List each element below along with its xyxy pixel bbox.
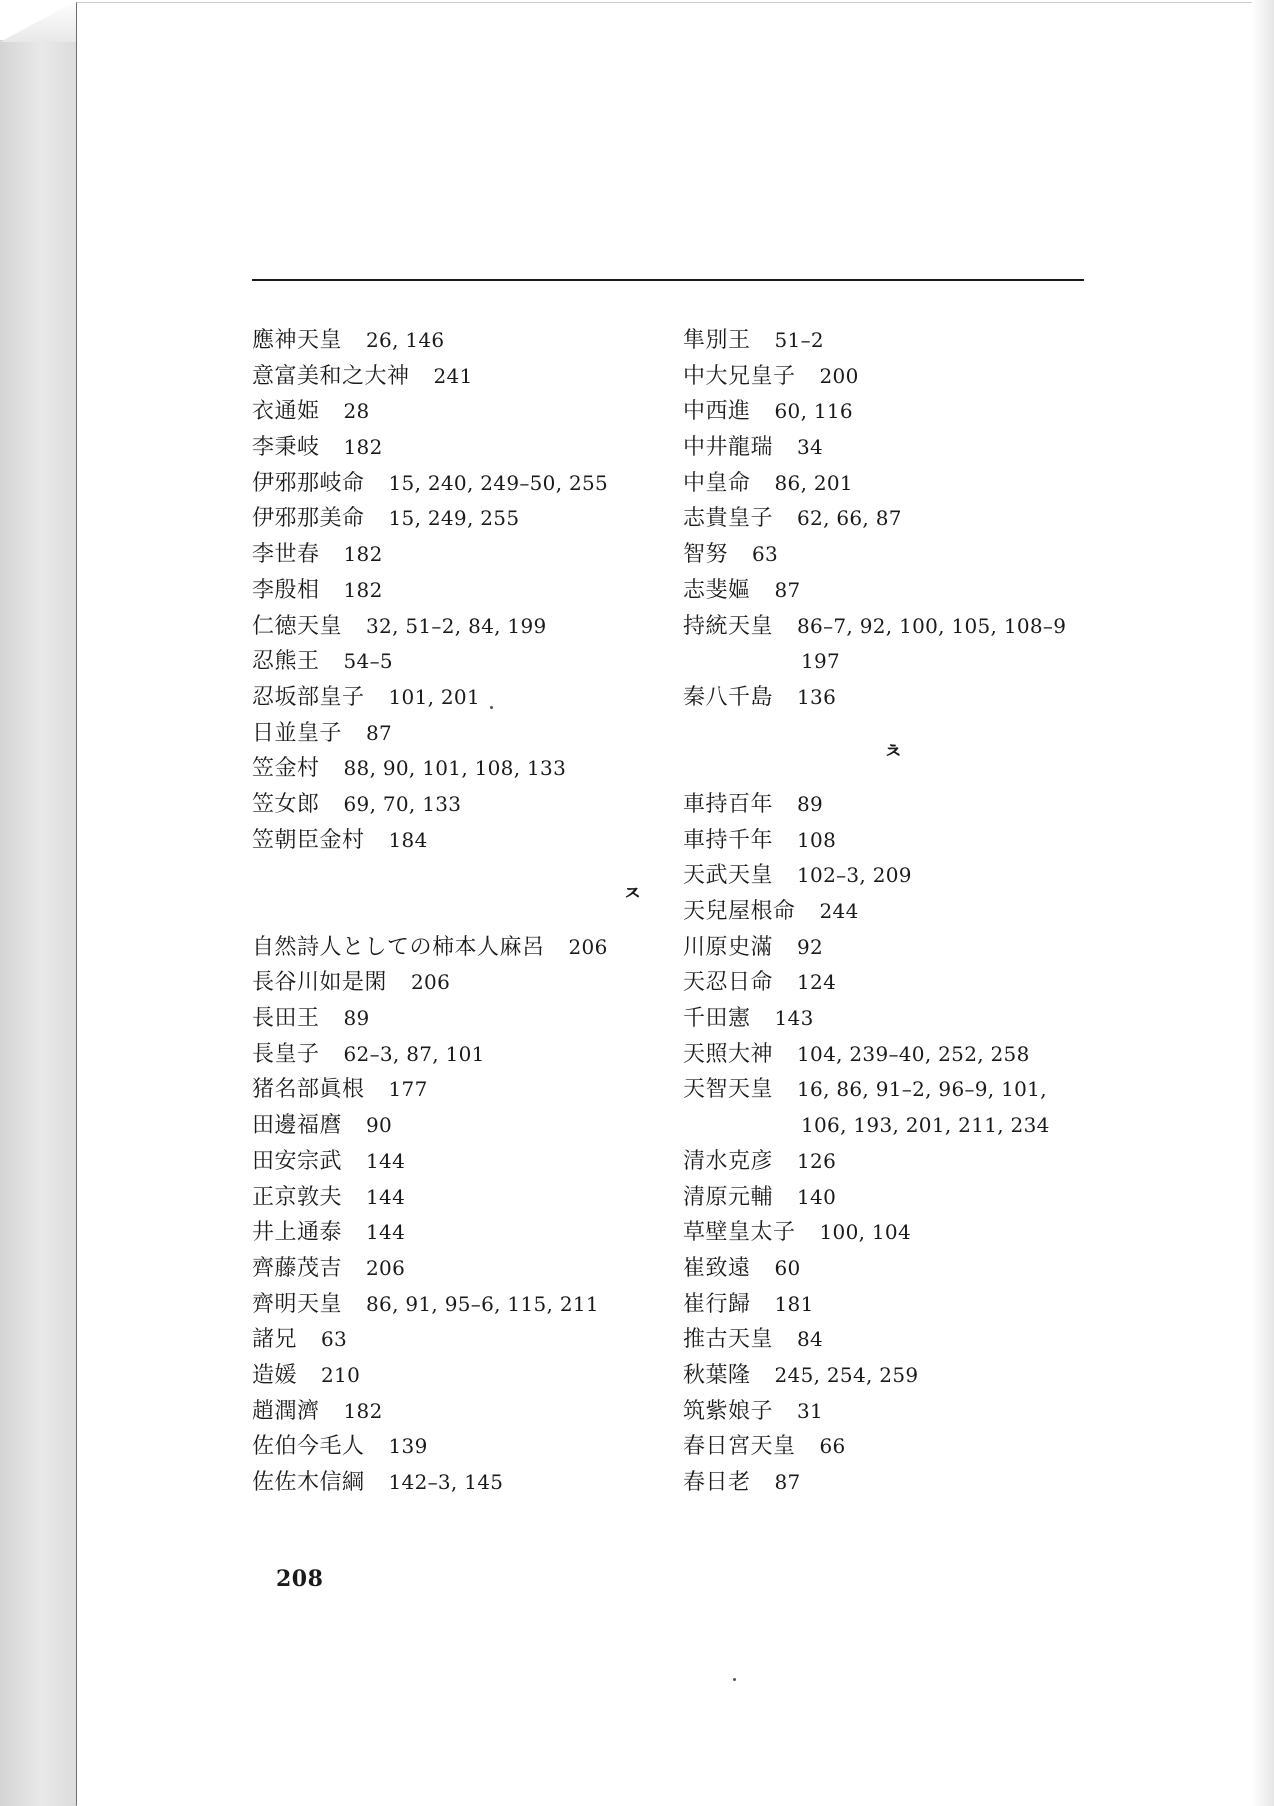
index-entry [683, 823, 1103, 859]
index-term: 崔致遠 [683, 1255, 751, 1281]
index-entry [683, 1072, 1103, 1108]
index-term: 草壁皇太子 [683, 1220, 796, 1246]
index-group-right-1 [683, 323, 1103, 716]
index-pages: 84 [797, 1327, 824, 1352]
section-heading-left: ㅈ [622, 881, 642, 906]
index-pages: 86, 201 [774, 470, 853, 495]
index-entry [252, 1429, 652, 1465]
index-term: 猪名部眞根 [252, 1077, 365, 1103]
index-entry [252, 965, 652, 1001]
index-pages: 143 [774, 1006, 814, 1031]
index-pages: 104, 239–40, 252, 258 [797, 1041, 1030, 1066]
index-term: 川原史滿 [683, 934, 774, 960]
index-term: 天武天皇 [683, 863, 774, 889]
index-entry [252, 501, 652, 537]
index-pages: 63 [321, 1327, 348, 1352]
index-pages: 89 [343, 1006, 370, 1031]
index-entry [683, 501, 1103, 537]
index-entry [252, 359, 652, 395]
index-entry [252, 716, 652, 752]
index-entry [683, 930, 1103, 966]
index-pages: 87 [774, 1470, 801, 1495]
index-entry [683, 1429, 1103, 1465]
book-spine-corner [0, 0, 78, 42]
index-term: 崔行歸 [683, 1291, 751, 1317]
index-pages: 241 [433, 363, 473, 388]
index-column-right [683, 323, 1103, 1501]
index-entry [252, 751, 652, 787]
index-term: 中西進 [683, 399, 751, 425]
index-entry [683, 466, 1103, 502]
index-pages: 210 [321, 1362, 361, 1387]
index-pages: 144 [366, 1148, 406, 1173]
index-term: 長皇子 [252, 1041, 320, 1067]
index-term: 自然詩人としての柿本人麻呂 [252, 934, 545, 960]
book-spine-edge [0, 40, 77, 1806]
index-entry [683, 1358, 1103, 1394]
index-entry [252, 323, 652, 359]
index-term: 秋葉隆 [683, 1362, 751, 1388]
index-term: 佐伯今毛人 [252, 1434, 365, 1460]
index-term: 意富美和之大神 [252, 363, 410, 389]
index-entry [683, 1251, 1103, 1287]
index-term: 中皇命 [683, 470, 751, 496]
index-pages: 15, 249, 255 [388, 506, 520, 531]
index-pages: 100, 104 [819, 1220, 911, 1245]
index-entry [683, 680, 1103, 716]
index-pages: 126 [797, 1148, 837, 1173]
index-pages: 244 [819, 899, 859, 924]
index-column-left [252, 323, 652, 1501]
index-pages-continued: 106, 193, 201, 211, 234 [801, 1113, 1050, 1138]
index-pages: 181 [774, 1291, 814, 1316]
index-term: 長谷川如是閑 [252, 970, 388, 996]
index-term: 忍熊王 [252, 649, 320, 675]
index-entry [252, 1108, 652, 1144]
index-pages: 206 [411, 970, 451, 995]
index-term: 春日宮天皇 [683, 1434, 796, 1460]
index-pages: 206 [568, 934, 608, 959]
index-entry [683, 858, 1103, 894]
index-pages: 124 [797, 970, 837, 995]
index-term: 中大兄皇子 [683, 363, 796, 389]
index-entry [683, 1322, 1103, 1358]
index-pages: 177 [388, 1077, 428, 1102]
index-pages: 182 [343, 542, 383, 567]
index-term: 忍坂部皇子 [252, 684, 365, 710]
index-pages: 139 [388, 1434, 428, 1459]
index-pages: 206 [366, 1255, 406, 1280]
page-edge-shadow [1252, 0, 1274, 1806]
index-entry [683, 1001, 1103, 1037]
index-term: 隼別王 [683, 328, 751, 353]
index-entry [683, 1287, 1103, 1323]
index-entry [683, 1465, 1103, 1501]
index-entry [252, 1001, 652, 1037]
index-entry [252, 1251, 652, 1287]
index-term: 中井龍瑞 [683, 435, 774, 461]
index-pages: 32, 51–2, 84, 199 [366, 613, 547, 638]
index-entry [252, 644, 652, 680]
index-term: 衣通姫 [252, 399, 320, 425]
index-entry [683, 965, 1103, 1001]
index-pages: 28 [343, 399, 370, 424]
index-entry [252, 430, 652, 466]
index-entry [252, 394, 652, 430]
index-pages: 86–7, 92, 100, 105, 108–9 [797, 613, 1067, 638]
index-pages: 182 [343, 1398, 383, 1423]
index-pages: 60, 116 [774, 399, 853, 424]
index-entry [683, 573, 1103, 609]
index-pages: 142–3, 145 [388, 1470, 504, 1495]
index-entry [252, 680, 652, 716]
index-pages: 90 [366, 1113, 393, 1138]
index-term: 李秉岐 [252, 435, 320, 461]
index-pages: 92 [797, 934, 824, 959]
index-term: 秦八千島 [683, 684, 774, 710]
index-entry [683, 1180, 1103, 1216]
index-pages: 144 [366, 1184, 406, 1209]
index-term: 井上通泰 [252, 1220, 343, 1246]
index-entry [683, 1037, 1103, 1073]
index-term: 造媛 [252, 1362, 298, 1388]
index-term: 諸兄 [252, 1327, 298, 1353]
index-pages: 184 [388, 827, 428, 852]
index-pages: 89 [797, 791, 824, 816]
index-term: 齊明天皇 [252, 1291, 343, 1317]
section-heading-right: ㅊ [883, 738, 903, 763]
index-term: 伊邪那岐命 [252, 470, 365, 496]
index-entry [683, 323, 1103, 359]
index-entry [252, 1180, 652, 1216]
index-term: 智努 [683, 542, 729, 568]
index-group-left-2 [252, 930, 652, 1501]
index-entry [252, 1144, 652, 1180]
index-pages: 200 [819, 363, 859, 388]
index-pages: 144 [366, 1220, 406, 1245]
index-entry [683, 537, 1103, 573]
index-term: 笠金村 [252, 756, 320, 782]
index-entry [252, 1072, 652, 1108]
index-pages: 140 [797, 1184, 837, 1209]
index-entry [683, 430, 1103, 466]
index-pages: 31 [797, 1398, 824, 1423]
index-term: 持統天皇 [683, 613, 774, 639]
index-term: 田邊福麿 [252, 1113, 343, 1139]
index-term: 車持千年 [683, 827, 774, 853]
index-entry [252, 1287, 652, 1323]
index-pages: 34 [797, 435, 824, 460]
index-entry [252, 573, 652, 609]
index-pages: 69, 70, 133 [343, 791, 462, 816]
index-entry [252, 466, 652, 502]
page-number: 208 [276, 1566, 324, 1592]
index-pages: 63 [752, 542, 779, 567]
index-entry [252, 823, 652, 859]
index-entry [683, 787, 1103, 823]
index-pages: 26, 146 [366, 328, 445, 352]
index-pages: 88, 90, 101, 108, 133 [343, 756, 567, 781]
index-pages: 15, 240, 249–50, 255 [388, 470, 609, 495]
index-pages: 62–3, 87, 101 [343, 1041, 485, 1066]
index-term: 清水克彦 [683, 1148, 774, 1174]
index-entry [252, 537, 652, 573]
header-rule [252, 279, 1084, 281]
index-pages: 245, 254, 259 [774, 1362, 919, 1387]
index-term: 天照大神 [683, 1041, 774, 1067]
index-pages: 86, 91, 95–6, 115, 211 [366, 1291, 599, 1316]
index-term: 千田憲 [683, 1006, 751, 1032]
index-term: 清原元輔 [683, 1184, 774, 1210]
index-pages: 182 [343, 577, 383, 602]
index-entry [683, 1394, 1103, 1430]
index-term: 筑紫娘子 [683, 1398, 774, 1424]
index-pages: 51–2 [774, 328, 824, 352]
index-entry [252, 1322, 652, 1358]
index-entry [252, 1394, 652, 1430]
index-group-left-1 [252, 323, 652, 858]
index-term: 伊邪那美命 [252, 506, 365, 532]
index-term: 天兒屋根命 [683, 899, 796, 925]
index-entry [252, 787, 652, 823]
index-pages: 182 [343, 435, 383, 460]
index-term: 天忍日命 [683, 970, 774, 996]
index-entry [252, 609, 652, 645]
index-pages: 101, 201 [388, 684, 480, 709]
index-term: 笠女郎 [252, 791, 320, 817]
index-term: 李殷相 [252, 577, 320, 603]
index-entry [683, 359, 1103, 395]
index-term: 趙潤濟 [252, 1398, 320, 1424]
index-entry-continuation [683, 1108, 1103, 1144]
index-term: 李世春 [252, 542, 320, 568]
index-term: 田安宗武 [252, 1148, 343, 1174]
index-entry-continuation [683, 644, 1103, 680]
index-term: 長田王 [252, 1006, 320, 1032]
index-term: 志斐嫗 [683, 577, 751, 603]
index-pages: 102–3, 209 [797, 863, 912, 888]
index-pages: 62, 66, 87 [797, 506, 902, 531]
index-pages: 66 [819, 1434, 846, 1459]
index-term: 志貴皇子 [683, 506, 774, 532]
index-entry [683, 1215, 1103, 1251]
index-entry [683, 894, 1103, 930]
index-term: 推古天皇 [683, 1327, 774, 1353]
index-entry [683, 1144, 1103, 1180]
index-pages: 60 [774, 1255, 801, 1280]
index-entry [252, 1037, 652, 1073]
index-term: 天智天皇 [683, 1077, 774, 1103]
index-group-right-2 [683, 787, 1103, 1501]
index-pages: 108 [797, 827, 837, 852]
index-term: 應神天皇 [252, 328, 343, 353]
index-pages: 87 [366, 720, 393, 745]
index-entry [252, 1215, 652, 1251]
index-term: 齊藤茂吉 [252, 1255, 343, 1281]
index-pages: 87 [774, 577, 801, 602]
speck [490, 706, 493, 709]
index-entry [252, 930, 652, 966]
index-term: 春日老 [683, 1470, 751, 1496]
speck [733, 1678, 736, 1681]
index-pages-continued: 197 [801, 649, 841, 674]
index-term: 仁徳天皇 [252, 613, 343, 639]
index-pages: 54–5 [343, 649, 393, 674]
index-term: 車持百年 [683, 791, 774, 817]
index-term: 正京敦夫 [252, 1184, 343, 1210]
index-entry [683, 609, 1103, 645]
index-term: 佐佐木信綱 [252, 1470, 365, 1496]
index-pages: 16, 86, 91–2, 96–9, 101, [797, 1077, 1047, 1102]
index-term: 笠朝臣金村 [252, 827, 365, 853]
index-term: 日並皇子 [252, 720, 343, 746]
index-entry [252, 1358, 652, 1394]
index-entry [252, 1465, 652, 1501]
index-entry [683, 394, 1103, 430]
index-pages: 136 [797, 684, 837, 709]
